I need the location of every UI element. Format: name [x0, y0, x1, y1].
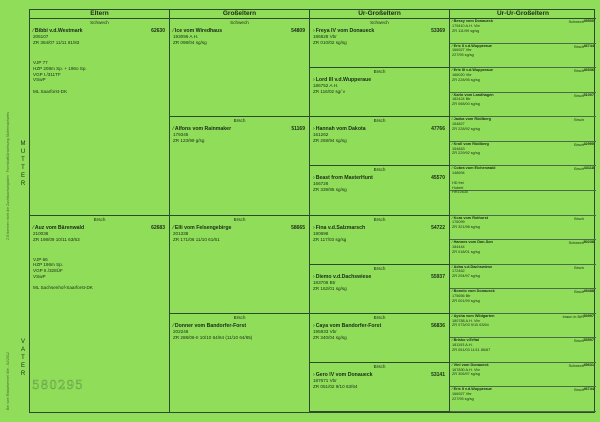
- coat-color: Schwech: [568, 20, 584, 24]
- coat-color: Brsch: [574, 265, 584, 270]
- registry-number: 54809: [291, 28, 305, 34]
- dog-name-text: Alfons vom Rainmaker: [174, 126, 232, 133]
- dog-record-line: ZR 364/07 11/11 81/83: [33, 40, 80, 45]
- dog-record-line: ZR 098/04 sg/sg: [173, 40, 207, 45]
- urur-cell: [450, 44, 596, 69]
- dog-record-line: ZR 288/06-II 10/10 64/64 (11/10 64/65): [173, 334, 253, 340]
- tattoo-mark: ⁄: [452, 289, 453, 294]
- tattoo-mark: ›: [313, 175, 315, 182]
- dog-name-text: Vini vom Donaueck: [453, 362, 489, 367]
- urur-cell: [450, 314, 596, 339]
- urur-cell: [450, 216, 596, 241]
- ur-cell: [310, 117, 449, 166]
- dog-record-line: ZR 018/01 sg/sg: [452, 249, 480, 254]
- registry-number: 56836: [431, 322, 445, 329]
- tattoo-mark: ⁄: [452, 43, 453, 48]
- dog-record-line: 186828 Vbr: [313, 34, 337, 39]
- tattoo-mark: ⁄: [173, 126, 174, 133]
- side-note-top: Z.Erkennen nicht die Zuchtbuchangaben · Formblatt/Anweisung Stufennachweis: [6, 111, 10, 240]
- tattoo-mark: ⁄: [173, 322, 174, 329]
- urur-cell: [450, 19, 596, 44]
- coat-color: Brsch: [373, 314, 386, 320]
- registry-number: 46744: [583, 387, 594, 392]
- coat-color: Brsch: [574, 118, 584, 123]
- tattoo-mark: ›: [313, 77, 315, 84]
- coat-color: Brsch: [233, 314, 246, 320]
- dog-record-line: 190696: [313, 230, 329, 236]
- performance-line: ML Sachsenhof-Saarforst-DK: [33, 285, 93, 291]
- dog-record-line: ZR 116/02 sg/ v: [313, 89, 346, 95]
- dog-record-line: 154827: [452, 122, 465, 127]
- dog-record-line: 166927 Vbr: [452, 392, 472, 397]
- dog-record-line: 161262: [313, 132, 329, 138]
- performance-info: [33, 257, 166, 292]
- coat-color: Schwech: [230, 20, 249, 25]
- registry-number: 46744: [583, 43, 594, 48]
- dog-name-text: Auz vom Bärenwald: [34, 224, 85, 231]
- tattoo-mark: ⁄: [452, 19, 453, 23]
- performance-line: VGP I./311TF: [33, 71, 61, 77]
- registry-number: 50238: [583, 240, 594, 245]
- urur-cell: [450, 338, 596, 363]
- dog-record-line: ZR 117/03 sg/sg: [313, 236, 347, 242]
- dog-record-line: 205107: [33, 34, 49, 39]
- dog-record-line: 154843: [452, 146, 465, 151]
- registry-number: 45500: [583, 19, 594, 23]
- dog-record-line: 172462: [452, 269, 465, 274]
- coat-color: Schwech: [370, 20, 389, 25]
- tattoo-mark: ⁄: [452, 338, 453, 343]
- tattoo-mark: ⁄: [452, 68, 453, 73]
- coat-color: Brsch: [574, 44, 584, 49]
- column-grosseltern: [170, 10, 310, 412]
- registry-number: 45570: [431, 175, 445, 182]
- side-note-bottom: Bei vom Rassekennel III/e - 02/2012: [6, 352, 10, 410]
- tattoo-mark: ›: [313, 224, 315, 231]
- urur-cell: [450, 93, 596, 118]
- dog-record-line: 179410 A.H. Vbr: [452, 23, 480, 28]
- dog-record-line: ZR 198/09 10/11 63/63: [33, 236, 80, 242]
- urur-cell: [450, 363, 596, 388]
- gross-cell: [170, 216, 309, 314]
- dog-record-line: ZR 294/97 sg/sg: [452, 274, 480, 279]
- pedigree-table: [29, 9, 595, 413]
- dog-record-line: ZR 068/00 sg/sg: [452, 102, 480, 107]
- dog-record-line: 179345: [173, 132, 189, 138]
- coat-color: Brsch: [233, 216, 246, 222]
- column-eltern: [30, 10, 170, 412]
- gross-cell: [170, 314, 309, 412]
- tattoo-mark: ⁄: [173, 224, 174, 231]
- registry-number: 54722: [431, 224, 445, 231]
- coat-color: Brsch: [574, 388, 584, 393]
- dog-record-line: 180788 A.H. Vbr: [452, 318, 480, 323]
- tattoo-mark: ⁄: [452, 92, 453, 97]
- ur-cell: [310, 19, 449, 68]
- performance-line: VSwP: [33, 273, 46, 279]
- dog-record-line: ZR 171/06 11/10 61/61: [173, 236, 220, 242]
- dog-name-text: Kroll vom Rödlberg: [453, 141, 489, 146]
- registry-number: 46536: [583, 68, 594, 73]
- dog-record-line: 148694: [452, 171, 465, 176]
- dog-name-text: Aysha vom Wildgarten: [453, 313, 495, 318]
- urur-cell: [450, 117, 596, 142]
- header-ur-grosseltern: Ur-Großeltern: [310, 10, 449, 19]
- registry-number: 49488: [583, 289, 594, 294]
- dog-record-line: 166927 Vbr: [452, 48, 472, 53]
- tattoo-mark: ⁄: [452, 264, 453, 269]
- tattoo-mark: ›: [313, 371, 315, 378]
- dog-name-text: Gero IV vom Donaueck: [315, 371, 373, 378]
- ur-cell: [310, 68, 449, 117]
- registry-number: 51007: [583, 92, 594, 97]
- ink-stamp: 580295: [32, 378, 84, 392]
- coat-color: Brsch: [574, 93, 584, 98]
- dog-record-line: Hubert: [452, 185, 464, 190]
- header-grosseltern: Großeltern: [170, 10, 309, 19]
- registry-number: 53141: [431, 371, 445, 378]
- dog-record-line: 167830 A.H. Vbr: [452, 367, 480, 372]
- dog-record-line: ZR 001/99 sg/sg: [452, 298, 480, 303]
- vater-label: V A T E R: [20, 339, 26, 377]
- registry-number: 53369: [431, 28, 445, 34]
- tattoo-mark: ›: [313, 322, 315, 329]
- registry-number: 47766: [431, 126, 445, 133]
- tattoo-mark: ⁄: [452, 141, 453, 146]
- coat-color: Brsch: [93, 216, 106, 222]
- performance-line: VSwP: [33, 77, 46, 83]
- dog-record-line: 202246: [173, 328, 189, 334]
- urur-cell: [450, 142, 596, 167]
- tattoo-mark: ⁄: [452, 313, 453, 318]
- coat-color: braun in BrR: [562, 314, 584, 319]
- tattoo-mark: ⁄: [33, 224, 34, 231]
- gross-cell: [170, 117, 309, 215]
- dog-record-line: 227/95 sg/sg: [452, 397, 474, 402]
- dog-record-line: 176099: [452, 220, 465, 225]
- dog-record-line: ZR 073/03 9/10 63/64: [452, 323, 489, 328]
- dog-record-line: ZR 228/92 sg/sg: [452, 126, 480, 131]
- registry-number: 58665: [291, 224, 305, 231]
- coat-color: Brsch: [574, 69, 584, 74]
- dog-record-line: 210036: [33, 230, 49, 236]
- dog-record-line: 186752 A.H.: [313, 83, 339, 89]
- dog-name-text: Karlo vom Landhagen: [453, 92, 494, 97]
- dog-record-line: 181193 A.H.: [452, 343, 473, 348]
- dog-record-line: ZR 228/95 sg/sg: [452, 77, 480, 82]
- tattoo-mark: ⁄: [452, 240, 453, 245]
- dog-record-line: 175656 Btr: [452, 293, 471, 298]
- coat-color: Schwech: [568, 363, 584, 368]
- dog-record-line: ZR 123/99 g/sg: [173, 138, 205, 144]
- dog-name-text: Beast from MasterHunt: [315, 175, 373, 182]
- dog-name-text: Janka vom Rödlberg: [453, 117, 491, 122]
- tattoo-mark: ⁄: [173, 28, 174, 34]
- registry-number: 54997: [583, 313, 594, 318]
- dog-record-line: 182424 Btr: [452, 97, 471, 102]
- tattoo-mark: ⁄: [33, 28, 34, 34]
- ur-cell: [310, 265, 449, 314]
- dog-name-text: Bonnio vom Donaueck: [453, 289, 495, 294]
- dog-record-line: 166020 Vbr: [452, 72, 472, 77]
- dog-record-line: ZR 051/02 9/10 63/64: [313, 383, 358, 389]
- urur-cell: [450, 191, 596, 216]
- registry-number: 51169: [291, 126, 305, 133]
- coat-color: Brsch: [574, 142, 584, 147]
- coat-color: Brsch: [233, 118, 246, 124]
- tattoo-mark: ⁄: [452, 215, 453, 220]
- dog-record-line: HD frei: [452, 180, 464, 185]
- dog-record-line: 227/95 sg/sg: [452, 53, 474, 58]
- coat-color: Brsch: [373, 118, 386, 124]
- header-ur-ur-grosseltern: Ur-Ur-Großeltern: [450, 10, 596, 19]
- coat-color: Brsch: [574, 216, 584, 221]
- dog-name-text: Eric II v.d.Wupperaue: [453, 43, 492, 48]
- registry-number: 62630: [151, 28, 165, 34]
- dog-record-line: ZR 306/97 sg/sg: [452, 372, 480, 377]
- dog-record-line: 183706 Btr: [313, 279, 336, 285]
- tattoo-mark: ⁄: [452, 117, 453, 122]
- ur-cell: [310, 314, 449, 363]
- dog-record-line: ZR 111/99 sg/sg: [452, 28, 480, 33]
- dog-record-line: ZR 229/92 sg/sg: [452, 151, 480, 156]
- registry-number: 43118: [583, 166, 594, 171]
- dog-record-line: ZR 010/02 sg/sg: [313, 40, 347, 45]
- dog-name-text: Hannes vom Dan-Son: [453, 240, 493, 245]
- dog-record-line: ZR 321/98 sg/sg: [452, 225, 480, 230]
- dog-record-line: ZR 339/95 sg/sg: [313, 187, 347, 193]
- eltern-cell: [30, 19, 169, 216]
- performance-line: VJP 66: [33, 256, 48, 262]
- dog-record-line: 184444: [452, 244, 465, 249]
- urur-cell: [450, 289, 596, 314]
- dog-name-text: Hannah vom Dakota: [315, 126, 366, 133]
- dog-name-text: Freya IV vom Donaueck: [315, 28, 375, 34]
- performance-info: [33, 60, 166, 95]
- dog-name-text: Adna v.d.Dachswiese: [453, 264, 493, 269]
- registry-number: 62683: [151, 224, 165, 231]
- coat-color: Brsch: [373, 69, 386, 75]
- coat-color: Brsch: [373, 265, 386, 271]
- dog-name-text: Bibbi v.d.Westmark: [34, 28, 83, 34]
- performance-line: VJP 77: [33, 60, 48, 65]
- dog-record-line: 166726: [313, 181, 329, 187]
- urur-cell: [450, 68, 596, 93]
- performance-line: HZP 196m Sp.: [33, 262, 64, 268]
- performance-line: VGP II./328ÜF: [33, 268, 63, 274]
- performance-line: ML Saarforst-DK: [33, 88, 68, 94]
- dog-name-text: Eric II v.d.Wupperaue: [453, 387, 492, 392]
- tattoo-mark: ›: [313, 28, 315, 34]
- dog-name-text: Brisko v.Erftal: [453, 338, 480, 343]
- performance-line: HZP 208m Sp. + 196o Sp.: [33, 65, 87, 71]
- tattoo-mark: ⁄: [452, 362, 453, 367]
- dog-record-line: 193096 A.H.: [173, 34, 199, 39]
- coat-color: Brsch: [373, 216, 386, 222]
- dog-record-line: ZR 162/01 sg/sg: [313, 285, 347, 291]
- coat-color: Brsch: [574, 339, 584, 344]
- dog-record-line: 187671 Vbr: [313, 377, 337, 383]
- registry-number: 55937: [431, 273, 445, 280]
- coat-color: Brsch: [373, 363, 386, 369]
- coat-color: Brsch: [373, 167, 386, 173]
- dog-name-text: Cobra vom Eichenwald: [453, 166, 496, 171]
- dog-record-line: 195933 Vbr: [313, 328, 337, 334]
- urur-cell: [450, 265, 596, 290]
- header-eltern: Eltern: [30, 10, 169, 19]
- ur-cell: [310, 166, 449, 215]
- dog-name-text: Bessy vom Donaueck: [453, 19, 493, 23]
- dog-name-text: Lord III v.d.Wupperaue: [315, 77, 372, 84]
- gross-cell: [170, 19, 309, 117]
- column-ur-grosseltern: [310, 10, 450, 412]
- coat-color: Brsch: [574, 290, 584, 295]
- tattoo-mark: ⁄: [452, 166, 453, 171]
- tattoo-mark: ›: [313, 273, 315, 280]
- dog-name-text: Fina v.d.Salzmarsch: [315, 224, 366, 231]
- dog-name-text: Donner vom Bandorfer-Forst: [174, 322, 247, 329]
- coat-color: Brsch: [574, 167, 584, 172]
- urur-cell: [450, 166, 596, 195]
- tattoo-mark: ›: [313, 126, 315, 133]
- ur-cell: [310, 363, 449, 412]
- urur-cell: [450, 387, 596, 412]
- urur-cell: [450, 240, 596, 265]
- mutter-label: M U T T E R: [20, 141, 26, 187]
- coat-color: Schwech: [90, 20, 109, 25]
- ur-cell: [310, 216, 449, 265]
- registry-number: 42990: [583, 141, 594, 146]
- tattoo-mark: ⁄: [452, 387, 453, 392]
- column-ur-ur-grosseltern: [450, 10, 596, 412]
- dog-record-line: ZR 268/94 sg/sg: [313, 138, 347, 144]
- dog-name-text: Ice vom Wiredhaus: [174, 28, 223, 34]
- dog-name-text: Kora vom Rothorst: [453, 215, 489, 220]
- coat-color: Schwech: [568, 241, 584, 246]
- dog-name-text: Caya vom Bandorfer-Forst: [315, 322, 382, 329]
- dog-record-line: HR10630: [452, 190, 469, 195]
- dog-record-line: 201338: [173, 230, 189, 236]
- dog-record-line: ZR 051/03 11/11 86/87: [452, 347, 491, 352]
- dog-name-text: Erle III v.d.Wupperaue: [453, 68, 493, 73]
- registry-number: 49631: [583, 362, 594, 367]
- registry-number: 53597: [583, 338, 594, 343]
- dog-name-text: Diemo v.d.Dachswiese: [315, 273, 372, 280]
- dog-name-text: Elli vom Felsengebirge: [174, 224, 232, 231]
- dog-record-line: ZR 340/04 sg/sg: [313, 334, 347, 340]
